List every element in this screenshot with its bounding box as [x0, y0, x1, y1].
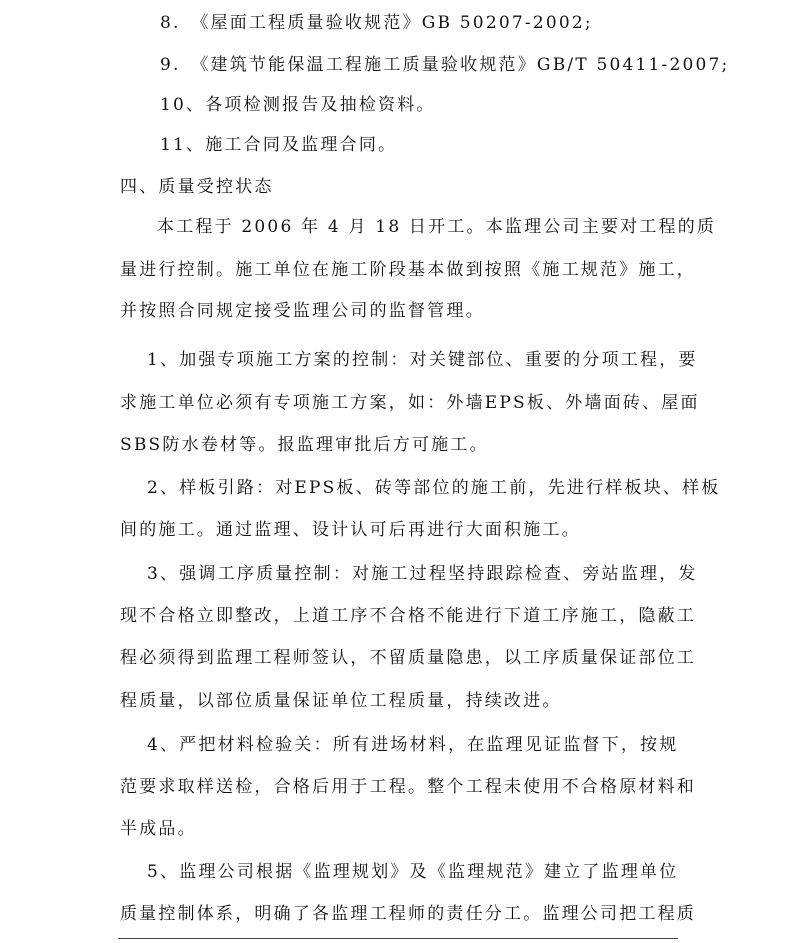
item-5-line-1: 5、监理公司根据《监理规划》及《监理规范》建立了监理单位 — [147, 862, 679, 882]
intro-paragraph-line-3: 并按照合同规定接受监理公司的监督管理。 — [120, 301, 485, 321]
section-heading: 四、质量受控状态 — [120, 177, 274, 197]
item-4-line-1: 4、严把材料检验关：所有进场材料，在监理见证监督下，按规 — [147, 735, 679, 755]
item-3-line-2: 现不合格立即整改，上道工序不合格不能进行下道工序施工，隐蔽工 — [120, 606, 696, 626]
item-1-line-2: 求施工单位必须有专项施工方案，如：外墙EPS板、外墙面砖、屋面 — [120, 393, 700, 413]
item-1-line-1: 1、加强专项施工方案的控制：对关键部位、重要的分项工程，要 — [147, 350, 698, 370]
item-4-line-2: 范要求取样送检，合格后用于工程。整个工程未使用不合格原材料和 — [120, 777, 696, 797]
reference-item-8: 8. 《屋面工程质量验收规范》GB 50207-2002; — [160, 13, 593, 33]
reference-item-9: 9. 《建筑节能保温工程施工质量验收规范》GB/T 50411-2007; — [160, 55, 730, 75]
item-3-line-1: 3、强调工序质量控制：对施工过程坚持跟踪检查、旁站监理，发 — [147, 564, 698, 584]
intro-paragraph-line-2: 量进行控制。施工单位在施工阶段基本做到按照《施工规范》施工， — [120, 260, 696, 280]
item-3-line-4: 程质量，以部位质量保证单位工程质量，持续改进。 — [120, 691, 562, 711]
page-bottom-rule — [118, 938, 678, 939]
item-5-line-2: 质量控制体系，明确了各监理工程师的责任分工。监理公司把工程质 — [120, 904, 696, 924]
item-1-line-3: SBS防水卷材等。报监理审批后方可施工。 — [120, 435, 489, 455]
item-2-line-2: 间的施工。通过监理、设计认可后再进行大面积施工。 — [120, 520, 581, 540]
item-2-line-1: 2、样板引路：对EPS板、砖等部位的施工前，先进行样板块、样板 — [147, 478, 721, 498]
item-4-line-3: 半成品。 — [120, 819, 197, 839]
item-3-line-3: 程必须得到监理工程师签认，不留质量隐患，以工序质量保证部位工 — [120, 648, 696, 668]
intro-paragraph-line-1: 本工程于 2006 年 4 月 18 日开工。本监理公司主要对工程的质 — [157, 217, 717, 237]
reference-item-10: 10、各项检测报告及抽检资料。 — [160, 95, 436, 115]
reference-item-11: 11、施工合同及监理合同。 — [160, 135, 398, 155]
